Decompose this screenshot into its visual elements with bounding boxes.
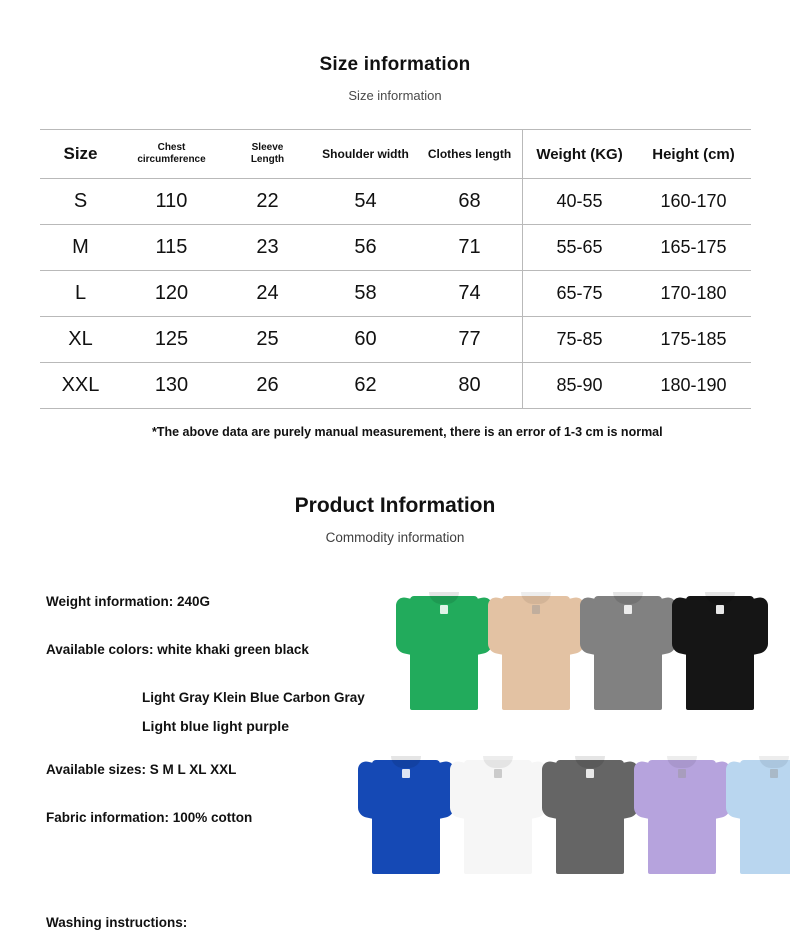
available-colors-line-1: Available colors: white khaki green black	[46, 642, 309, 657]
product-information-section	[0, 494, 790, 545]
cell-sleeve: 26	[222, 363, 314, 409]
cell-length: 68	[418, 179, 523, 225]
table-row	[40, 179, 751, 225]
cell-length: 77	[418, 317, 523, 363]
tshirt-khaki-icon	[488, 588, 584, 710]
cell-length: 71	[418, 225, 523, 271]
cell-sleeve: 22	[222, 179, 314, 225]
header-sleeve-length	[222, 130, 314, 179]
cell-height: 175-185	[637, 317, 751, 363]
header-chest-line2: circumference	[137, 154, 206, 165]
cell-chest: 130	[122, 363, 222, 409]
header-chest-circumference	[122, 130, 222, 179]
cell-weight: 55-65	[522, 225, 637, 271]
product-details-list	[46, 593, 406, 857]
size-chart-body	[40, 179, 751, 409]
cell-chest: 115	[122, 225, 222, 271]
product-information-subtitle: Commodity information	[325, 530, 465, 545]
cell-shoulder: 54	[314, 179, 418, 225]
cell-size: S	[40, 179, 122, 225]
cell-size: L	[40, 271, 122, 317]
header-sleeve-line2: Length	[250, 154, 285, 165]
available-sizes: Available sizes: S M L XL XXL	[46, 762, 237, 777]
cell-size: XXL	[40, 363, 122, 409]
size-information-title: Size information	[319, 54, 471, 75]
table-row	[40, 363, 751, 409]
header-chest-line1: Chest	[157, 142, 186, 153]
tshirt-carbon-gray-icon	[542, 752, 638, 874]
cell-chest: 110	[122, 179, 222, 225]
tshirt-green-icon	[396, 588, 492, 710]
tshirt-light-purple-icon	[634, 752, 730, 874]
header-sleeve-line1: Sleeve	[251, 142, 284, 153]
cell-weight: 65-75	[522, 271, 637, 317]
cell-sleeve: 24	[222, 271, 314, 317]
tshirt-white-icon	[450, 752, 546, 874]
cell-shoulder: 58	[314, 271, 418, 317]
header-weight: Weight (KG)	[522, 130, 637, 179]
table-row	[40, 225, 751, 271]
weight-information: Weight information: 240G	[46, 594, 211, 609]
product-information-title: Product Information	[294, 494, 496, 517]
cell-sleeve: 23	[222, 225, 314, 271]
tshirt-klein-blue-icon	[358, 752, 454, 874]
cell-height: 165-175	[637, 225, 751, 271]
cell-height: 170-180	[637, 271, 751, 317]
header-clothes-length: Clothes length	[418, 130, 523, 179]
size-chart-table	[40, 129, 751, 409]
available-colors-line-2: Light Gray Klein Blue Carbon Gray	[142, 690, 365, 705]
fabric-information: Fabric information: 100% cotton	[46, 810, 253, 825]
tshirt-black-icon	[672, 588, 768, 710]
cell-chest: 125	[122, 317, 222, 363]
cell-weight: 40-55	[522, 179, 637, 225]
cell-weight: 75-85	[522, 317, 637, 363]
table-row	[40, 271, 751, 317]
table-row	[40, 317, 751, 363]
color-swatch-row-1	[396, 588, 764, 710]
available-colors-group	[46, 641, 406, 735]
cell-size: M	[40, 225, 122, 271]
cell-height: 180-190	[637, 363, 751, 409]
tshirt-gray-icon	[580, 588, 676, 710]
measurement-note: *The above data are purely manual measurement, there is an error of 1-3 cm is normal	[152, 425, 663, 439]
size-information-subtitle: Size information	[348, 88, 442, 103]
header-size: Size	[40, 130, 122, 179]
cell-length: 80	[418, 363, 523, 409]
size-chart-header-row	[40, 130, 751, 179]
cell-shoulder: 56	[314, 225, 418, 271]
cell-weight: 85-90	[522, 363, 637, 409]
size-chart-head	[40, 130, 751, 179]
cell-sleeve: 25	[222, 317, 314, 363]
cell-shoulder: 60	[314, 317, 418, 363]
header-height: Height (cm)	[637, 130, 751, 179]
size-information-section	[0, 0, 790, 442]
header-shoulder-width: Shoulder width	[314, 130, 418, 179]
tshirt-light-blue-icon	[726, 752, 790, 874]
available-colors-line-3: Light blue light purple	[142, 718, 289, 734]
cell-shoulder: 62	[314, 363, 418, 409]
color-swatch-row-2	[358, 752, 790, 874]
cell-size: XL	[40, 317, 122, 363]
washing-instructions-label: Washing instructions:	[46, 915, 188, 930]
cell-height: 160-170	[637, 179, 751, 225]
cell-chest: 120	[122, 271, 222, 317]
cell-length: 74	[418, 271, 523, 317]
